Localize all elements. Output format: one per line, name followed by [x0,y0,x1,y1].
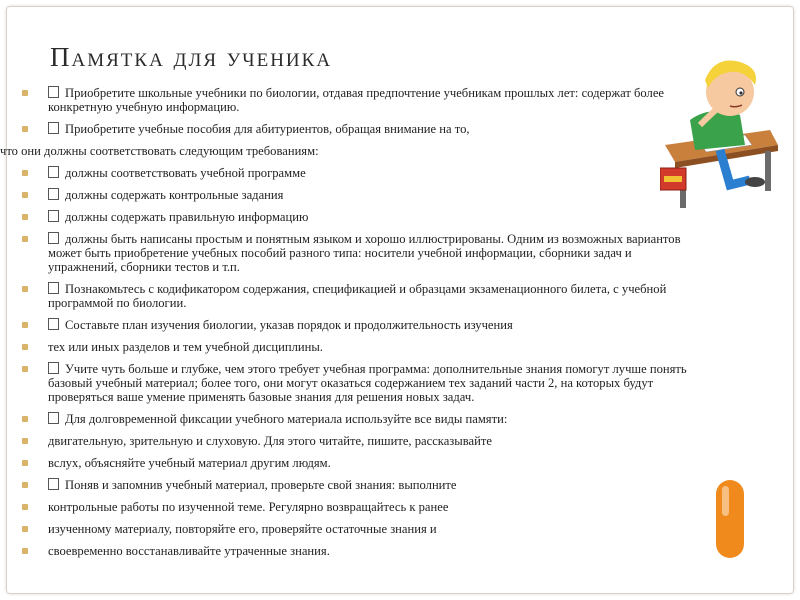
orange-capsule-decoration [712,480,752,560]
bullet-icon [22,344,28,350]
list-item [22,122,702,136]
list-item-text: Познакомьтесь с кодификатором содержания, спецификацией и образцами экзаменационного билета, с учебной программой по биологии. [48,282,667,310]
boy-at-desk-clipart [660,50,780,210]
list-item [22,210,702,224]
checkbox-symbol-icon [48,412,59,424]
checkbox-symbol-icon [48,86,59,98]
checkbox-symbol-icon [48,318,59,330]
list-item [22,478,702,492]
list-item [22,522,702,536]
list-item [22,412,702,426]
list-item-text: должны содержать контрольные задания [65,188,284,202]
bullet-icon [22,438,28,444]
checkbox-symbol-icon [48,282,59,294]
list-item-text: Учите чуть больше и глубже, чем этого требует учебная программа: дополнительные знания помогут лучше понять базовый учебный материал; более того, они могут оказаться содержанием тех заданий части 2, на которых будут проверяться ваше умение применять базовые знания для решения новых задач. [48,362,687,404]
list-item-text: контрольные работы по изученной теме. Регулярно возвращайтесь к ранее [48,500,449,514]
list-item-text: Приобретите школьные учебники по биологии, отдавая предпочтение учебникам прошлых лет: содержат более конкретную учебную информацию. [48,86,665,114]
page-title: Памятка для ученика [50,42,333,72]
list-item [22,282,702,310]
checkbox-symbol-icon [48,166,59,178]
list-item-text: своевременно восстанавливайте утраченные знания. [48,544,330,558]
list-item [22,500,702,514]
list-item [22,166,702,180]
checkbox-symbol-icon [48,362,59,374]
list-item [22,456,702,470]
list-item-text: тех или иных разделов и тем учебной дисциплины. [48,340,323,354]
list-item-text: должны соответствовать учебной программе [65,166,306,180]
bullet-icon [22,416,28,422]
bullet-icon [22,504,28,510]
list-item-text: изученному материалу, повторяйте его, проверяйте остаточные знания и [48,522,437,536]
bullet-icon [22,482,28,488]
bullet-icon [22,214,28,220]
bullet-icon [22,236,28,242]
bullet-icon [22,126,28,132]
list-item [22,340,702,354]
list-item [22,544,702,558]
bullet-icon [22,366,28,372]
list-item-text: должны быть написаны простым и понятным языком и хорошо иллюстрированы. Одним из возможных вариантов может быть приобретение учебных пособий разного типа: носители учебной информации, сборники задач и упражнений, сборники тестов и т.п. [48,232,681,274]
list-item-text: должны содержать правильную информацию [65,210,309,224]
list-item [22,362,702,404]
bullet-icon [22,548,28,554]
checkbox-symbol-icon [48,232,59,244]
list-item [22,318,702,332]
bullet-icon [22,526,28,532]
list-item-text: Составьте план изучения биологии, указав порядок и продолжительность изучения [65,318,513,332]
list-item-text: двигательную, зрительную и слуховую. Для этого читайте, пишите, рассказывайте [48,434,492,448]
list-item [22,434,702,448]
bullet-icon [22,170,28,176]
list-item [22,86,702,114]
checkbox-symbol-icon [48,188,59,200]
list-item [22,232,702,274]
bullet-icon [22,90,28,96]
bullet-icon [22,460,28,466]
slide-content [0,86,702,566]
checkbox-symbol-icon [48,210,59,222]
bullet-icon [22,192,28,198]
list-item [22,188,702,202]
list-item [0,144,702,158]
list-item-text: Поняв и запомнив учебный материал, проверьте свой знания: выполните [65,478,457,492]
list-item-text: что они должны соответствовать следующим требованиям: [0,144,319,158]
bullet-icon [22,286,28,292]
checkbox-symbol-icon [48,478,59,490]
bullet-icon [22,322,28,328]
checkbox-symbol-icon [48,122,59,134]
list-item-text: Приобретите учебные пособия для абитуриентов, обращая внимание на то, [65,122,470,136]
list-item-text: Для долговременной фиксации учебного материала используйте все виды памяти: [65,412,508,426]
list-item-text: вслух, объясняйте учебный материал другим людям. [48,456,331,470]
